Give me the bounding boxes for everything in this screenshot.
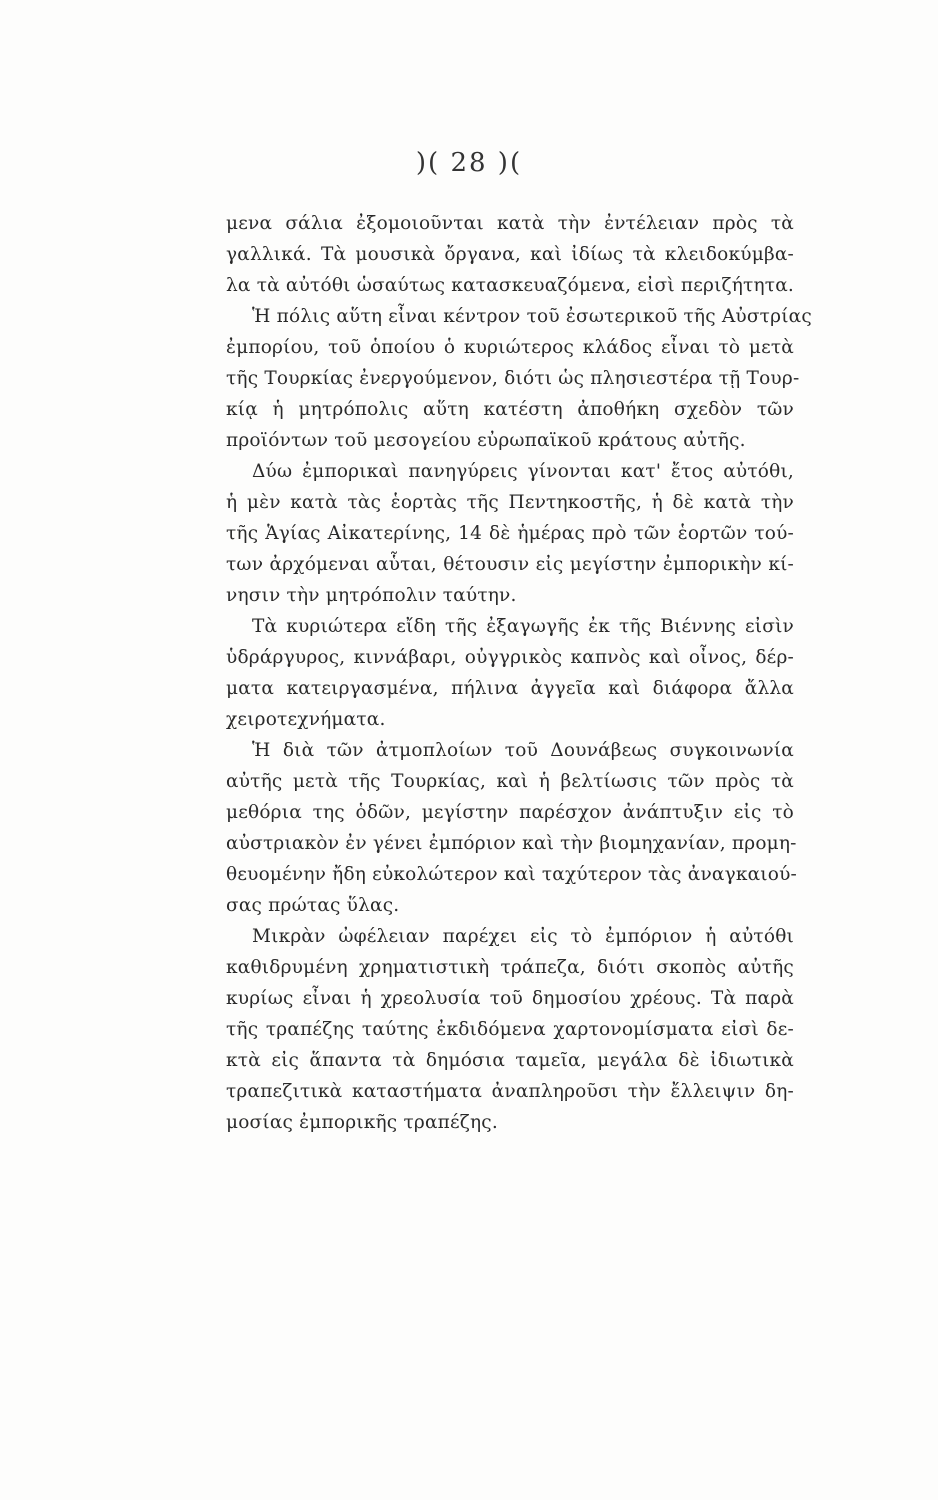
text-line: κυρίως εἶναι ἡ χρεολυσία τοῦ δημοσίου χρέους. Τὰ παρὰ	[226, 988, 794, 1009]
text-line: Μικρὰν ὠφέλειαν παρέχει εἰς τὸ ἐμπόριον ἡ αὐτόθι	[252, 926, 794, 947]
text-line: ἡ μὲν κατὰ τὰς ἑορτὰς τῆς Πεντηκοστῆς, ἡ δὲ κατὰ τὴν	[226, 492, 794, 513]
text-line: τῆς τραπέζης ταύτης ἐκδιδόμενα χαρτονομίσματα εἰσὶ δε-	[226, 1019, 794, 1040]
text-line: ματα κατειργασμένα, πήλινα ἀγγεῖα καὶ διάφορα ἄλλα	[226, 678, 794, 699]
page-number-header: )( 28 )(	[415, 148, 523, 178]
text-line: των ἀρχόμεναι αὗται, θέτουσιν εἰς μεγίστην ἐμπορικὴν κί-	[226, 554, 794, 575]
text-line: χειροτεχνήματα.	[226, 709, 386, 730]
text-line: τῆς Τουρκίας ἐνεργούμενον, διότι ὡς πλησιεστέρα τῇ Τουρ-	[226, 368, 800, 389]
text-line: θευομένην ἤδη εὐκολώτερον καὶ ταχύτερον τὰς ἀναγκαιού-	[226, 864, 797, 885]
text-line: σας πρώτας ὕλας.	[226, 895, 400, 916]
paragraph	[226, 208, 794, 301]
text-line: μενα σάλια ἐξομοιοῦνται κατὰ τὴν ἐντέλειαν πρὸς τὰ	[226, 213, 794, 234]
text-line: καθιδρυμένη χρηματιστικὴ τράπεζα, διότι σκοπὸς αὐτῆς	[226, 957, 794, 978]
text-line: τραπεζιτικὰ καταστήματα ἀναπληροῦσι τὴν ἔλλειψιν δη-	[226, 1081, 794, 1102]
text-line: Ἡ διὰ τῶν ἀτμοπλοίων τοῦ Δουνάβεως συγκοινωνία	[252, 740, 794, 761]
text-line: Τὰ κυριώτερα εἴδη τῆς ἐξαγωγῆς ἐκ τῆς Βιέννης εἰσὶν	[252, 616, 794, 637]
text-line: μεθόρια της ὁδῶν, μεγίστην παρέσχον ἀνάπτυξιν εἰς τὸ	[226, 802, 794, 823]
paragraph	[226, 611, 794, 735]
text-line: λα τὰ αὐτόθι ὡσαύτως κατασκευαζόμενα, εἰσὶ περιζήτητα.	[226, 275, 794, 296]
text-line: ἐμπορίου, τοῦ ὁποίου ὁ κυριώτερος κλάδος εἶναι τὸ μετὰ	[226, 337, 794, 358]
text-line: Ἡ πόλις αὕτη εἶναι κέντρον τοῦ ἐσωτερικοῦ τῆς Αὐστρίας	[252, 306, 812, 327]
paragraph	[226, 921, 794, 1138]
text-line: κίᾳ ἡ μητρόπολις αὕτη κατέστη ἀποθήκη σχεδὸν τῶν	[226, 399, 794, 420]
paragraph	[226, 456, 794, 611]
text-line: προϊόντων τοῦ μεσογείου εὐρωπαϊκοῦ κράτους αὐτῆς.	[226, 430, 746, 451]
text-line: κτὰ εἰς ἅπαντα τὰ δημόσια ταμεῖα, μεγάλα δὲ ἰδιωτικὰ	[226, 1050, 794, 1071]
text-line: νησιν τὴν μητρόπολιν ταύτην.	[226, 585, 517, 606]
paragraph	[226, 735, 797, 921]
text-line: αὐστριακὸν ἐν γένει ἐμπόριον καὶ τὴν βιομηχανίαν, προμη-	[226, 833, 797, 854]
text-line: ὑδράργυρος, κιννάβαρι, οὐγγρικὸς καπνὸς καὶ οἶνος, δέρ-	[226, 647, 794, 668]
text-line: Δύω ἐμπορικαὶ πανηγύρεις γίνονται κατ' ἔτος αὐτόθι,	[252, 461, 794, 482]
text-line: αὐτῆς μετὰ τῆς Τουρκίας, καὶ ἡ βελτίωσις τῶν πρὸς τὰ	[226, 771, 794, 792]
paragraph	[226, 301, 812, 456]
text-line: γαλλικά. Τὰ μουσικὰ ὄργανα, καὶ ἰδίως τὰ κλειδοκύμβα-	[226, 244, 794, 265]
body-text	[226, 208, 812, 1138]
text-line: τῆς Ἁγίας Αἰκατερίνης, 14 δὲ ἡμέρας πρὸ τῶν ἑορτῶν τού-	[226, 523, 794, 544]
text-line: μοσίας ἐμπορικῆς τραπέζης.	[226, 1112, 498, 1133]
